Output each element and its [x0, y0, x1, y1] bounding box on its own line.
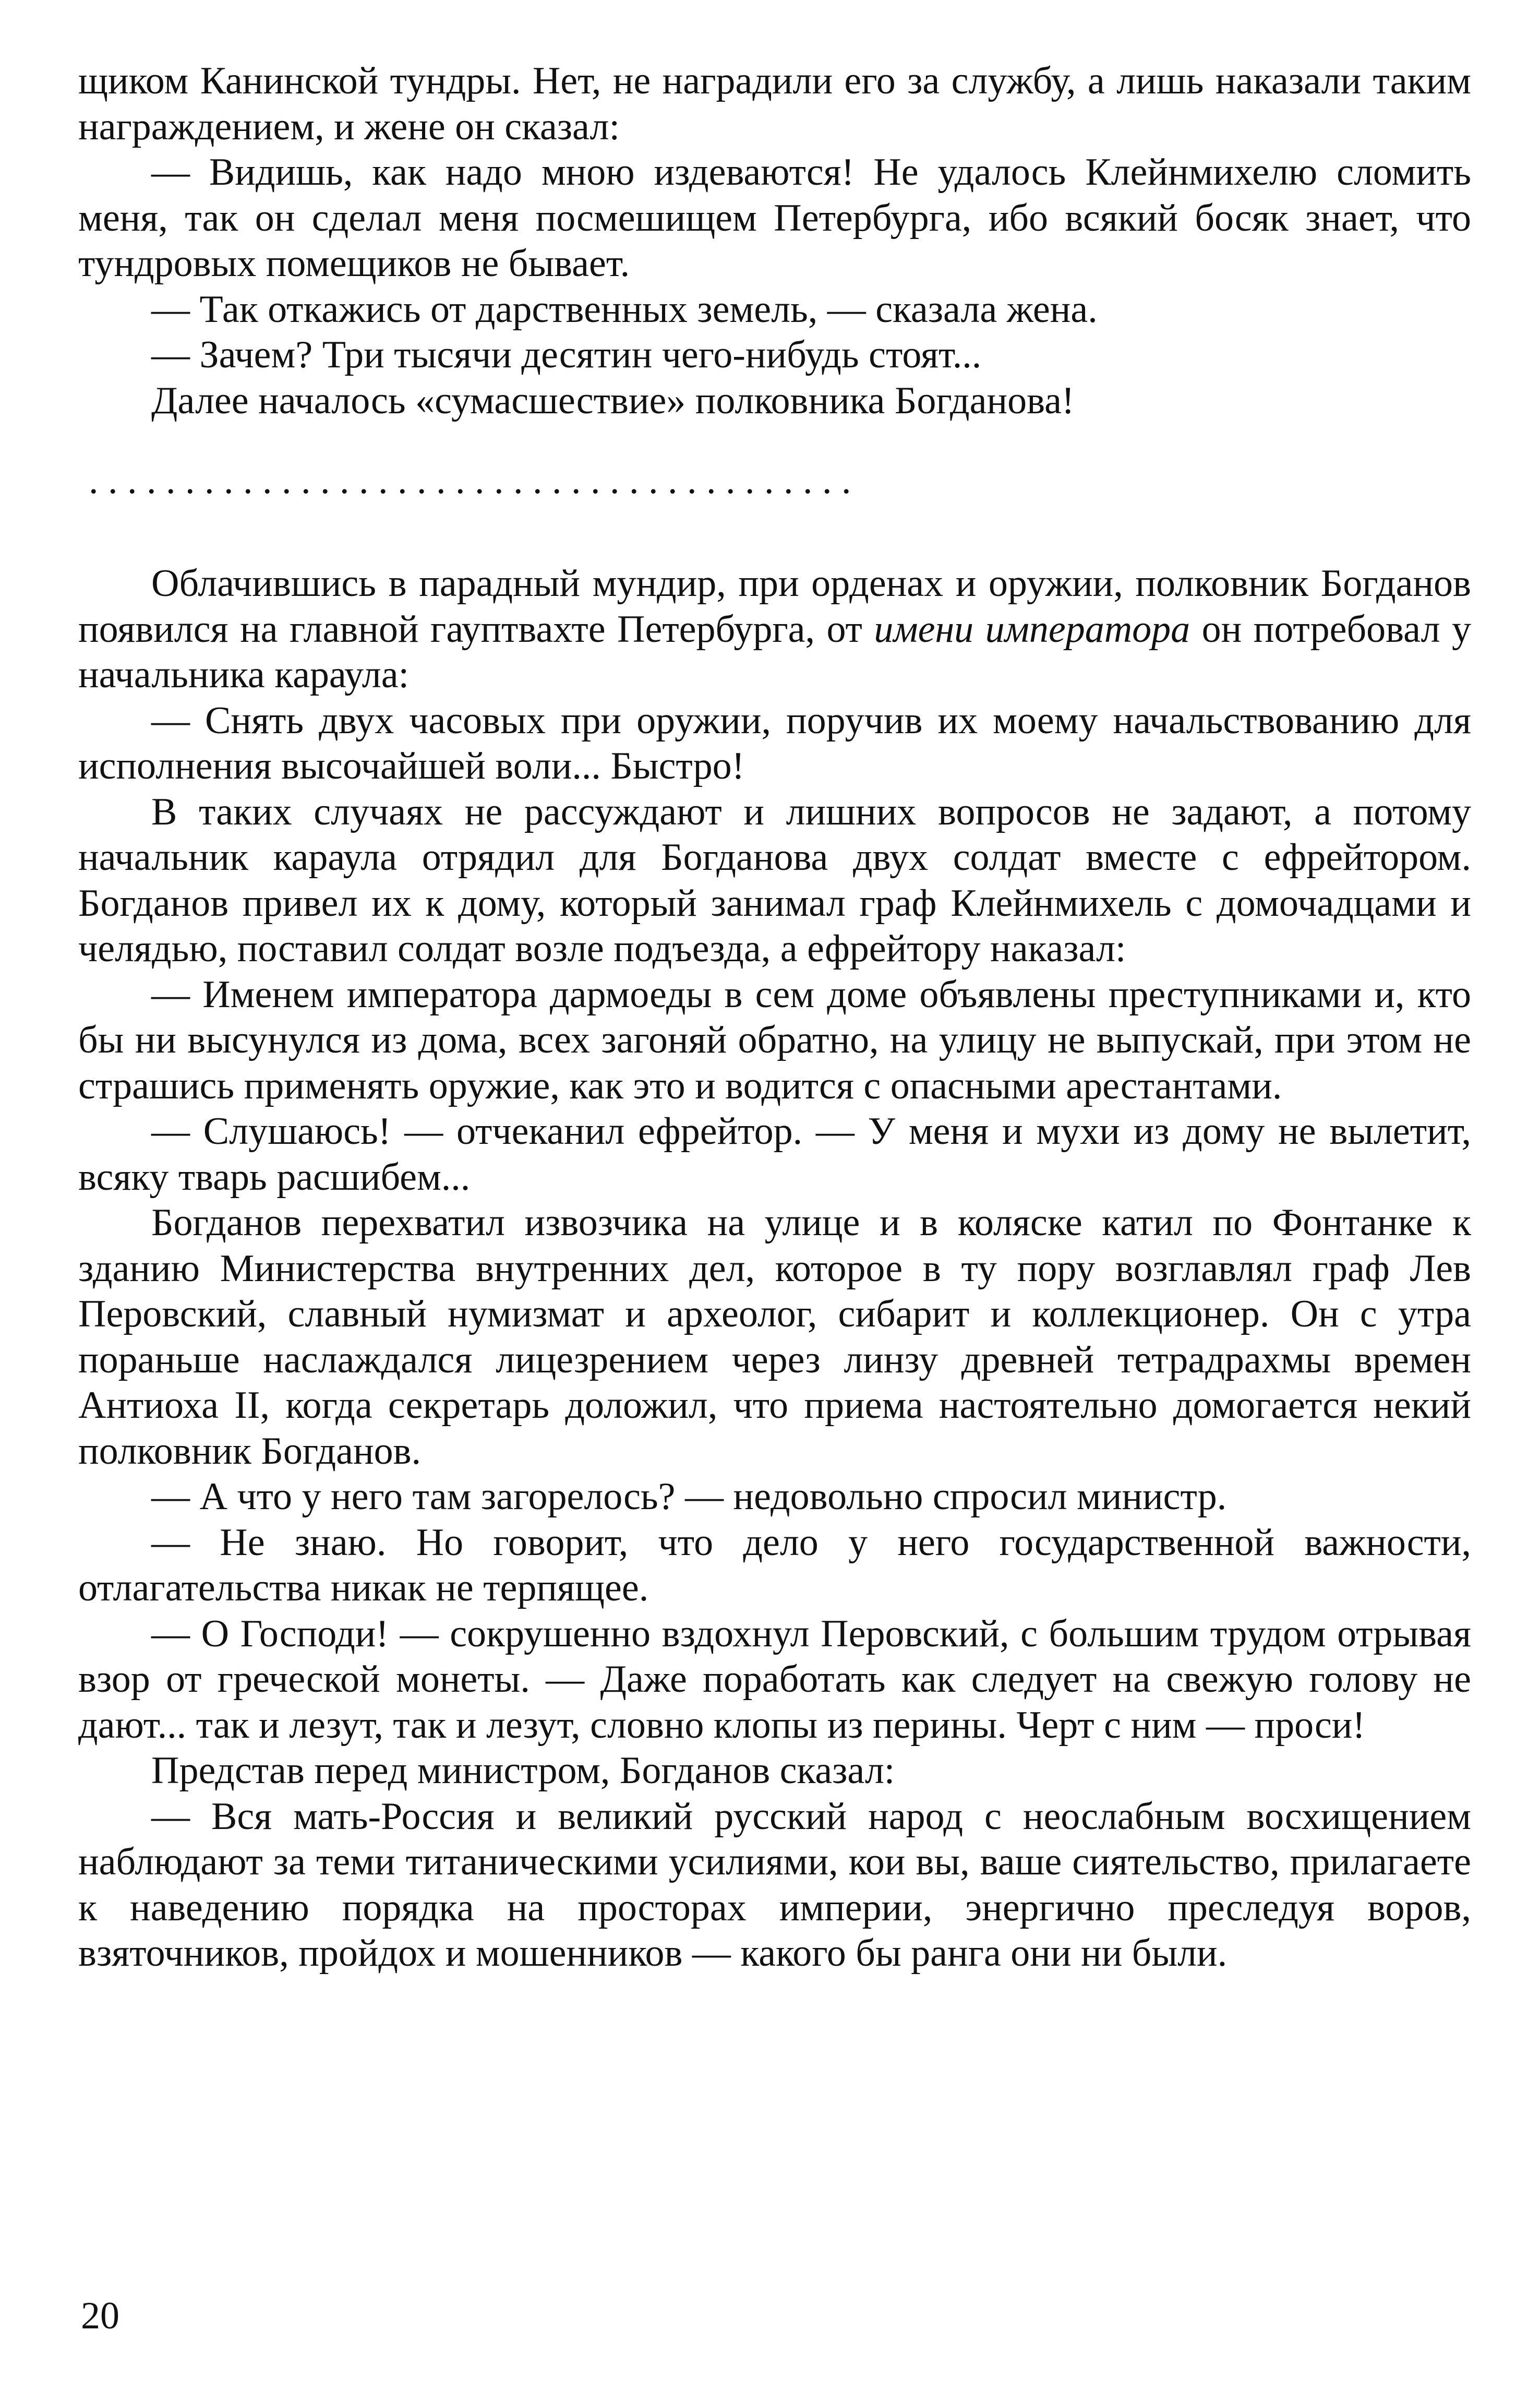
- paragraph: — А что у него там загорелось? — недовольно спросил министр.: [151, 1475, 1227, 1518]
- paragraph: — Видишь, как надо мною издеваются! Не удалось Клейнмихелю сломить меня, так он сделал меня посмешищем Петербурга, ибо всякий босяк знает, что тундровых помещиков не бывает.: [78, 151, 1471, 285]
- text-block-1: [78, 58, 1471, 424]
- intro-text-end: он потребовал у начальника караула:: [78, 607, 1471, 696]
- paragraph: — Вся мать-Россия и великий русский народ с неослабным восхищением наблюдают за теми титаническими усилиями, кои вы, ваше сиятельство, прилагаете к наведению порядка на просторах империи, энергично преследуя воров, взяточников, пройдох и мошенников — какого бы ранга они ни были.: [78, 1795, 1471, 1975]
- paragraph: — Так откажись от дарственных земель, — сказала жена.: [151, 288, 1098, 331]
- text-block-2: [78, 561, 1471, 1977]
- paragraph: — О Господи! — сокрушенно вздохнул Перовский, с большим трудом отрывая взор от греческой монеты. — Даже поработать как следует на свежую голову не дают... так и лезут, так и лезут, словно клопы из перины. Черт с ним — проси!: [78, 1612, 1471, 1747]
- dotted-rule: . . . . . . . . . . . . . . . . . . . . . . . . . . . . . . . . . . . . . . . .: [89, 459, 851, 502]
- page-number: 20: [81, 2294, 119, 2337]
- paragraph: Богданов перехватил извозчика на улице и в коляске катил по Фонтанке к зданию Министерства внутренних дел, которое в ту пору возглавлял граф Лев Перовский, славный нумизмат и археолог, сибарит и коллекционер. Он с утра пораньше наслаждался лицезрением через линзу древней тетрадрахмы времен Антиоха II, когда секретарь доложил, что приема настоятельно домогается некий полковник Богданов.: [78, 1201, 1471, 1473]
- paragraph: — Именем императора дармоеды в сем доме объявлены преступниками и, кто бы ни высунулся из дома, всех загоняй обратно, на улицу не выпускай, при этом не страшись применять оружие, как это и водится с опасными арестантами.: [78, 973, 1471, 1107]
- paragraph: Далее началось «сумасшествие» полковника Богданова!: [151, 379, 1075, 422]
- paragraph: Представ перед министром, Богданов сказал:: [151, 1749, 895, 1792]
- paragraph: В таких случаях не рассуждают и лишних вопросов не задают, а потому начальник караула отрядил для Богданова двух солдат вместе с ефрейтором. Богданов привел их к дому, который занимал граф Клейнмихель с домочадцами и челядью, поставил солдат возле подъезда, а ефрейтору наказал:: [78, 790, 1471, 970]
- paragraph: — Не знаю. Но говорит, что дело у него государственной важности, отлагательства никак не терпящее.: [78, 1521, 1471, 1609]
- paragraph-intro: [78, 561, 1471, 698]
- section-separator: [78, 424, 1471, 561]
- italic-phrase: имени императора: [874, 607, 1190, 651]
- page-body: [78, 58, 1471, 1977]
- intro-text-start: Облачившись в парадный мундир, при орденах и оружии, полковник Богданов появился на главной гауптвахте Петербурга, от: [78, 562, 1471, 651]
- paragraph: — Снять двух часовых при оружии, поручив их моему начальствованию для исполнения высочайшей воли... Быстро!: [78, 699, 1471, 787]
- paragraph: — Зачем? Три тысячи десятин чего-нибудь стоят...: [151, 333, 982, 376]
- paragraph: — Слушаюсь! — отчеканил ефрейтор. — У меня и мухи из дому не вылетит, всяку тварь расшибем...: [78, 1110, 1471, 1199]
- paragraph: щиком Канинской тундры. Нет, не наградили его за службу, а лишь наказали таким награждением, и жене он сказал:: [78, 59, 1471, 148]
